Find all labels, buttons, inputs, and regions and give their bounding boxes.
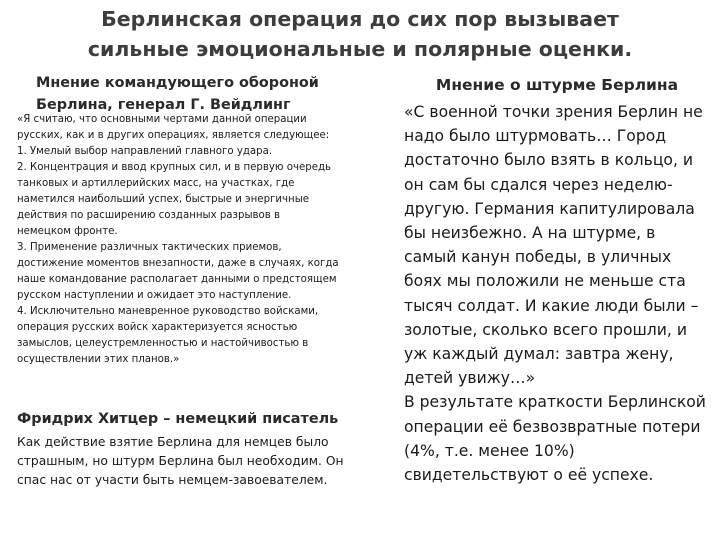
assault-opinion-text [404,100,714,487]
quote-line: наметился наибольший успех, быстрые и энергичные [17,194,310,205]
opinion-line: уж каждый думал: завтра жену, [404,345,674,364]
opinion-line: другую. Германия капитулировала [404,199,695,218]
quote-line: 2. Концентрация и ввод крупных сил, и в первую очередь [17,162,332,173]
slide-title [10,4,710,64]
heading-line: Берлина, генерал Г. Вейдлинг [36,97,291,113]
opinion-line: бы неизбежно. А на штурме, в [404,224,656,243]
quote-line: наше командование располагает данными о предстоящем [17,274,337,285]
quote-line: осуществлении этих планов.» [17,354,180,365]
commander-opinion-heading [36,72,376,116]
opinion-line: боях мы положили не меньше ста [404,272,686,291]
quote-line: танковых и артиллерийских масс, на участках, где [17,178,295,189]
quote-line: немецком фронте. [17,226,118,237]
opinion-line: золотые, сколько всего прошли, и [404,320,687,339]
opinion-line: тысяч солдат. И какие люди были – [404,296,699,315]
opinion-line: В результате краткости Берлинской [404,393,706,412]
quote-line: 3. Применение различных тактических приемов, [17,242,282,253]
opinion-line: детей увижу…» [404,369,536,388]
opinion-line: операции её безвозвратные потери [404,417,701,436]
quote-line: операция русских войск характеризуется ясностью [17,322,298,333]
weidling-quote [17,112,369,368]
writer-line: страшным, но штурм Берлина был необходим. Он [17,454,344,468]
writer-heading: Фридрих Хитцер – немецкий писатель [17,411,339,427]
quote-line: русском наступлении и ожидает это наступление. [17,290,292,301]
opinion-line: достаточно было взять в кольцо, и [404,151,694,170]
opinion-line: свидетельствуют о её успехе. [404,466,654,485]
quote-line: достижение моментов внезапности, даже в случаях, когда [17,258,339,269]
quote-line: русских, как и в других операциях, является следующее: [17,130,330,141]
hitzer-quote [17,433,369,490]
writer-line: Как действие взятие Берлина для немцев было [17,435,329,449]
opinion-line: (4%, т.е. менее 10%) [404,441,575,460]
opinion-line: «С военной точки зрения Берлин не [404,103,703,121]
opinion-line: самый канун победы, в уличных [404,248,672,267]
opinion-line: надо было штурмовать… Город [404,127,667,146]
heading-line: Мнение командующего обороной [36,75,319,91]
quote-line: 4. Исключительно маневренное руководство войсками, [17,306,319,317]
quote-line: «Я считаю, что основными чертами данной операции [17,114,307,125]
slide-title-line: сильные эмоциональные и полярные оценки. [87,37,633,61]
opinion-line: он сам бы сдался через неделю- [404,175,673,194]
quote-line: действия по расширению созданных разрывов в [17,210,280,221]
assault-opinion-heading: Мнение о штурме Берлина [435,76,679,94]
writer-line: спас нас от участи быть немцем-завоевателем. [17,473,328,487]
quote-line: замыслов, целеустремленностью и настойчивостью в [17,338,309,349]
quote-line: 1. Умелый выбор направлений главного удара. [17,146,273,157]
slide-title-line: Берлинская операция до сих пор вызывает [101,7,619,31]
